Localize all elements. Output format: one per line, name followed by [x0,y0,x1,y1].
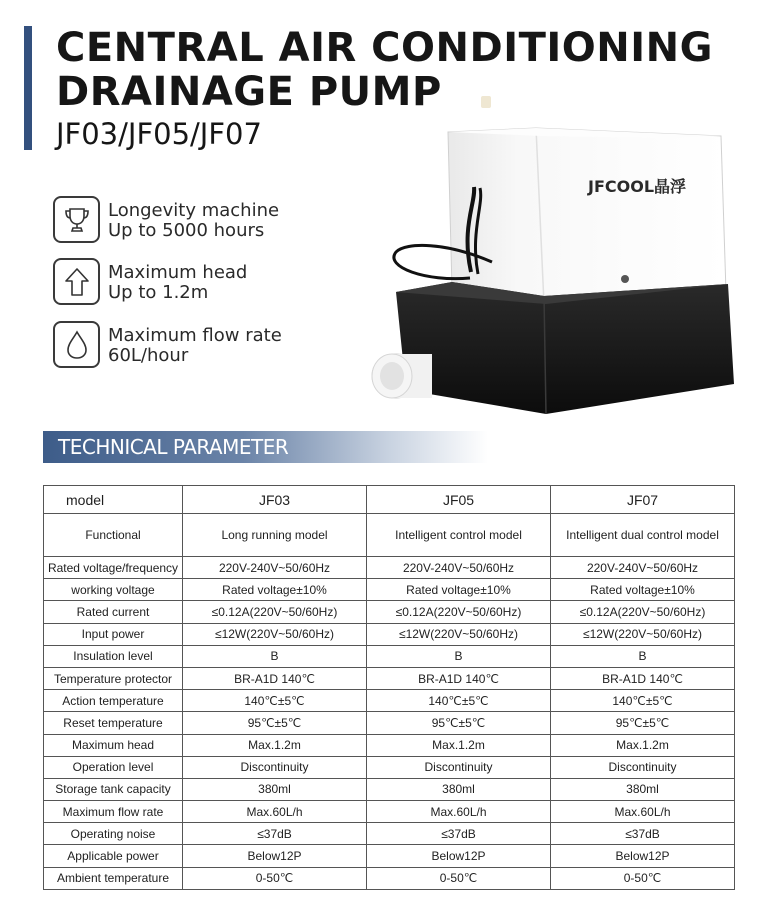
table-cell: ≤12W(220V~50/60Hz) [551,623,735,645]
model-numbers: JF03/JF05/JF07 [56,117,262,151]
table-cell: 380ml [367,778,551,800]
row-label: Maximum head [44,734,183,756]
table-cell: Max.1.2m [551,734,735,756]
table-cell: 380ml [551,778,735,800]
table-cell: 140℃±5℃ [183,690,367,712]
header-jf07: JF07 [551,486,735,514]
table-cell: Below12P [367,845,551,867]
table-row [44,690,735,712]
table-cell: B [183,645,367,667]
row-label: Operating noise [44,823,183,845]
product-image [366,92,756,422]
table-row [44,778,735,800]
table-cell: Intelligent dual control model [551,514,735,557]
table-row [44,557,735,579]
header-jf05: JF05 [367,486,551,514]
table-row [44,667,735,689]
section-title: TECHNICAL PARAMETER [58,435,289,459]
table-row [44,756,735,778]
table-cell: ≤12W(220V~50/60Hz) [183,623,367,645]
up-arrow-icon [53,258,100,305]
table-cell: 220V-240V~50/60Hz [183,557,367,579]
row-label: Reset temperature [44,712,183,734]
table-row [44,623,735,645]
brand-logo: JFCOOL晶浮 [588,177,687,196]
row-label: Ambient temperature [44,867,183,889]
table-row [44,514,735,557]
feature-max-head-title: Maximum head [108,262,248,283]
page-title-line-2: DRAINAGE PUMP [56,69,442,115]
table-cell: Max.60L/h [551,801,735,823]
table-cell: 95℃±5℃ [183,712,367,734]
table-cell: ≤0.12A(220V~50/60Hz) [551,601,735,623]
page-title-line-1: CENTRAL AIR CONDITIONING [56,25,713,71]
table-row [44,734,735,756]
table-cell: 220V-240V~50/60Hz [551,557,735,579]
table-row [44,867,735,889]
table-row [44,579,735,601]
table-cell: 220V-240V~50/60Hz [367,557,551,579]
table-cell: Below12P [183,845,367,867]
feature-max-head [108,263,247,303]
table-cell: 0-50℃ [551,867,735,889]
feature-flow-rate-title: Maximum flow rate [108,325,282,346]
table-cell: ≤0.12A(220V~50/60Hz) [367,601,551,623]
table-cell: Rated voltage±10% [551,579,735,601]
table-cell: ≤37dB [183,823,367,845]
header-model: model [44,486,183,514]
table-cell: Discontinuity [367,756,551,778]
row-label: Temperature protector [44,667,183,689]
table-cell: Rated voltage±10% [367,579,551,601]
table-cell: Discontinuity [551,756,735,778]
row-label: Insulation level [44,645,183,667]
table-cell: B [551,645,735,667]
table-cell: B [367,645,551,667]
row-label: Input power [44,623,183,645]
table-cell: Max.1.2m [183,734,367,756]
table-cell: 0-50℃ [367,867,551,889]
row-label: Maximum flow rate [44,801,183,823]
table-row [44,823,735,845]
row-label: working voltage [44,579,183,601]
table-cell: 95℃±5℃ [367,712,551,734]
table-cell: 140℃±5℃ [367,690,551,712]
table-cell: Rated voltage±10% [183,579,367,601]
section-header [43,431,488,463]
row-label: Storage tank capacity [44,778,183,800]
header-jf03: JF03 [183,486,367,514]
feature-max-head-value: Up to 1.2m [108,282,209,303]
table-cell: BR-A1D 140℃ [367,667,551,689]
row-label: Applicable power [44,845,183,867]
table-cell: ≤37dB [367,823,551,845]
feature-flow-rate [108,326,282,366]
title-accent-bar [24,26,32,150]
table-cell: 95℃±5℃ [551,712,735,734]
table-cell: Below12P [551,845,735,867]
table-cell: BR-A1D 140℃ [183,667,367,689]
row-label: Functional [44,514,183,557]
table-cell: BR-A1D 140℃ [551,667,735,689]
row-label: Action temperature [44,690,183,712]
table-cell: 140℃±5℃ [551,690,735,712]
table-cell: Long running model [183,514,367,557]
table-cell: 380ml [183,778,367,800]
table-cell: Max.1.2m [367,734,551,756]
table-cell: Max.60L/h [367,801,551,823]
table-cell: ≤12W(220V~50/60Hz) [367,623,551,645]
table-cell: Intelligent control model [367,514,551,557]
table-row [44,801,735,823]
feature-flow-rate-value: 60L/hour [108,345,189,366]
table-cell: ≤0.12A(220V~50/60Hz) [183,601,367,623]
table-row [44,645,735,667]
feature-longevity-title: Longevity machine [108,200,280,221]
trophy-icon [53,196,100,243]
table-row [44,601,735,623]
row-label: Rated voltage/frequency [44,557,183,579]
table-row [44,712,735,734]
feature-longevity-value: Up to 5000 hours [108,220,265,241]
table-cell: ≤37dB [551,823,735,845]
table-header-row [44,486,735,514]
feature-longevity [108,201,279,241]
table-cell: Discontinuity [183,756,367,778]
row-label: Rated current [44,601,183,623]
table-cell: 0-50℃ [183,867,367,889]
row-label: Operation level [44,756,183,778]
table-row [44,845,735,867]
table-cell: Max.60L/h [183,801,367,823]
parameter-table [43,485,735,890]
water-drop-icon [53,321,100,368]
